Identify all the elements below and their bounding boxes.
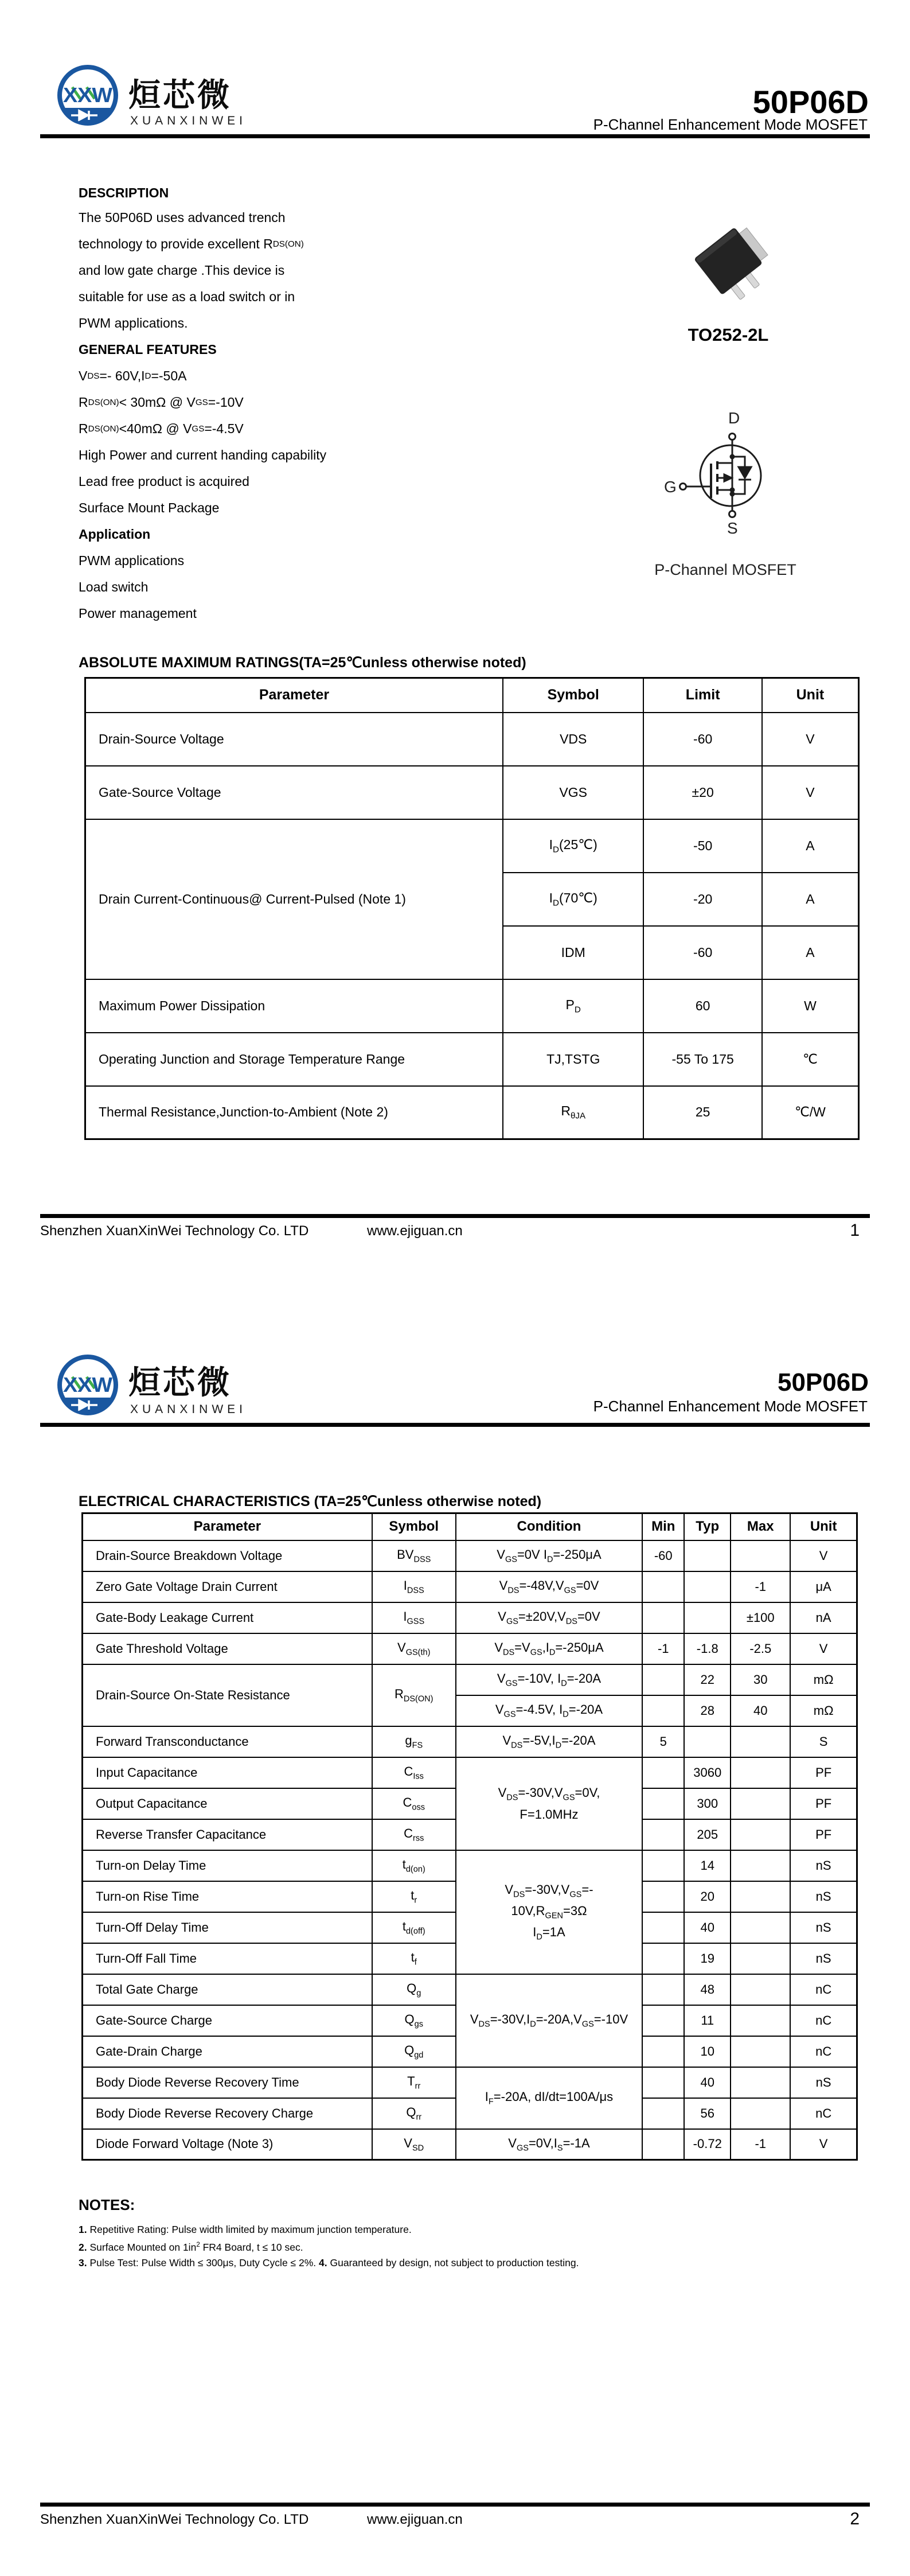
cell: -2.5 bbox=[731, 1633, 790, 1664]
cell: Gate-Body Leakage Current bbox=[83, 1602, 372, 1633]
note-number: 4. bbox=[319, 2256, 327, 2268]
cell: 56 bbox=[684, 2098, 731, 2129]
cell: V bbox=[762, 766, 859, 819]
footer-page-number: 1 bbox=[850, 1221, 860, 1240]
table-row bbox=[83, 1633, 857, 1664]
logo-letters: XXW bbox=[63, 1373, 113, 1396]
cell: nS bbox=[790, 1912, 857, 1943]
cell: Output Capacitance bbox=[83, 1788, 372, 1819]
page-1 bbox=[0, 0, 910, 1285]
cell: 20 bbox=[684, 1881, 731, 1912]
cell: 14 bbox=[684, 1850, 731, 1881]
mosfet-symbol bbox=[648, 397, 809, 538]
cell: $V_{GS}=-10V$, $I_D=-20A$ bbox=[456, 1664, 643, 1695]
cell: $V_{GS}=-4.5V$, $I_D=-20A$ bbox=[456, 1695, 643, 1726]
description-line: and low gate charge .This device is bbox=[79, 262, 285, 278]
cell: $I_D(70℃)$ bbox=[503, 873, 644, 926]
cell: nC bbox=[790, 2098, 857, 2129]
description-line: PWM applications. bbox=[79, 315, 188, 330]
cell: -60 bbox=[642, 1540, 684, 1571]
cell: Input Capacitance bbox=[83, 1757, 372, 1788]
cell: VDS bbox=[503, 713, 644, 766]
pin-label-s: S bbox=[727, 519, 738, 537]
cell: $C_{rss}$ bbox=[372, 1819, 456, 1850]
cell: -1 bbox=[731, 2129, 790, 2160]
cell bbox=[642, 1819, 684, 1850]
footer-company: Shenzhen XuanXinWei Technology Co. LTD bbox=[40, 2512, 309, 2527]
cell: Turn-on Delay Time bbox=[83, 1850, 372, 1881]
cell: $I_D(25℃)$ bbox=[503, 819, 644, 873]
table-row bbox=[85, 1033, 859, 1086]
cell: Maximum Power Dissipation bbox=[85, 979, 503, 1033]
cell: Drain-Source On-State Resistance bbox=[83, 1664, 372, 1726]
application-title: Application bbox=[79, 526, 151, 542]
part-subtitle: P-Channel Enhancement Mode MOSFET bbox=[593, 1398, 868, 1415]
cell: -60 bbox=[643, 926, 761, 979]
table-row bbox=[83, 1974, 857, 2005]
package-photo-graphic bbox=[687, 225, 779, 305]
cell: 60 bbox=[643, 979, 761, 1033]
cell: $t_{d(off)}$ bbox=[372, 1912, 456, 1943]
mosfet-schematic bbox=[648, 397, 809, 540]
footer-rule bbox=[40, 2503, 870, 2507]
note-number: 3. bbox=[79, 2256, 87, 2268]
cell: 5 bbox=[642, 1726, 684, 1757]
cell: Zero Gate Voltage Drain Current bbox=[83, 1571, 372, 1602]
cell: $t_{d(on)}$ bbox=[372, 1850, 456, 1881]
feature-line: High Power and current handing capability bbox=[79, 447, 327, 462]
table-row bbox=[83, 1726, 857, 1757]
cell: Body Diode Reverse Recovery Charge bbox=[83, 2098, 372, 2129]
cell: -1 bbox=[731, 1571, 790, 1602]
cell bbox=[642, 1788, 684, 1819]
cell: 25 bbox=[643, 1086, 761, 1139]
note-number: 1. bbox=[79, 2224, 87, 2235]
cell bbox=[642, 1912, 684, 1943]
col-header: Symbol bbox=[503, 678, 644, 713]
cell: $R_{\theta JA}$ bbox=[503, 1086, 644, 1139]
cell: 300 bbox=[684, 1788, 731, 1819]
cell: V bbox=[762, 713, 859, 766]
cell bbox=[731, 2005, 790, 2036]
cell bbox=[731, 1819, 790, 1850]
brand-logo-graphic bbox=[55, 63, 120, 130]
brand-name-en: XUANXINWEI bbox=[130, 1403, 247, 1416]
cell: TJ,TSTG bbox=[503, 1033, 644, 1086]
table-header-row bbox=[83, 1513, 857, 1540]
table-header-row bbox=[85, 678, 859, 713]
cell: Turn-Off Delay Time bbox=[83, 1912, 372, 1943]
application-line: Load switch bbox=[79, 579, 149, 594]
col-header: Limit bbox=[643, 678, 761, 713]
brand-name-en: XUANXINWEI bbox=[130, 114, 247, 127]
cell: -60 bbox=[643, 713, 761, 766]
cell: Turn-Off Fall Time bbox=[83, 1943, 372, 1974]
table-row bbox=[85, 1086, 859, 1139]
brand-name-cn: 烜芯微 bbox=[128, 1364, 232, 1400]
cell: $V_{DS}=-30V,I_D=-20A,V_{GS}=-10V$ bbox=[456, 1974, 643, 2067]
note-text: Surface Mounted on $1in^2$ FR4 Board, t ≤ 10 sec. bbox=[89, 2241, 303, 2253]
cell: -1.8 bbox=[684, 1633, 731, 1664]
cell: -55 To 175 bbox=[643, 1033, 761, 1086]
page-2 bbox=[0, 1320, 910, 2576]
cell: $I_F=-20A$, dI/dt=100A/μs bbox=[456, 2067, 643, 2129]
table-row bbox=[83, 1540, 857, 1571]
body-diode bbox=[732, 457, 751, 494]
cell bbox=[731, 1974, 790, 2005]
cell: V bbox=[790, 1540, 857, 1571]
note-number: 2. bbox=[79, 2241, 87, 2253]
cell: $C_{Iss}$ bbox=[372, 1757, 456, 1788]
cell: -20 bbox=[643, 873, 761, 926]
general-features-title: GENERAL FEATURES bbox=[79, 341, 217, 357]
description-line: suitable for use as a load switch or in bbox=[79, 289, 295, 304]
cell: A bbox=[762, 873, 859, 926]
cell: $V_{SD}$ bbox=[372, 2129, 456, 2160]
notes-title: NOTES: bbox=[79, 2196, 135, 2213]
note bbox=[79, 2222, 579, 2238]
col-header: Typ bbox=[684, 1513, 731, 1540]
brand-logo bbox=[55, 1353, 120, 1422]
cell: nC bbox=[790, 2036, 857, 2067]
table-row bbox=[83, 1664, 857, 1695]
cell: Total Gate Charge bbox=[83, 1974, 372, 2005]
note-text: Guaranteed by design, not subject to production testing. bbox=[330, 2256, 579, 2268]
cell: V bbox=[790, 1633, 857, 1664]
cell: 205 bbox=[684, 1819, 731, 1850]
table-row bbox=[83, 1602, 857, 1633]
cell: μA bbox=[790, 1571, 857, 1602]
cell: $t_f$ bbox=[372, 1943, 456, 1974]
cell bbox=[731, 1757, 790, 1788]
footer-website: www.ejiguan.cn bbox=[367, 1223, 463, 1239]
table-row bbox=[83, 2067, 857, 2098]
cell bbox=[642, 1602, 684, 1633]
part-number: 50P06D bbox=[752, 84, 869, 120]
cell: V bbox=[790, 2129, 857, 2160]
substrate-arrow bbox=[724, 474, 732, 481]
cell: Gate-Source Voltage bbox=[85, 766, 503, 819]
cell: Drain Current-Continuous@ Current-Pulsed (Note 1) bbox=[85, 819, 503, 979]
cell: $V_{DS}=-5V,I_D=-20A$ bbox=[456, 1726, 643, 1757]
note bbox=[79, 2238, 579, 2255]
cell: 28 bbox=[684, 1695, 731, 1726]
cell: $V_{DS}=V_{GS},I_D=-250\mu A$ bbox=[456, 1633, 643, 1664]
cell: 19 bbox=[684, 1943, 731, 1974]
cell: $BV_{DSS}$ bbox=[372, 1540, 456, 1571]
part-number: 50P06D bbox=[777, 1368, 869, 1396]
cell: 40 bbox=[684, 1912, 731, 1943]
cell: 30 bbox=[731, 1664, 790, 1695]
cell: $V_{DS}=-30V,V_{GS}=0V$, F=1.0MHz bbox=[456, 1757, 643, 1850]
cell: Forward Transconductance bbox=[83, 1726, 372, 1757]
cell bbox=[731, 1540, 790, 1571]
cell: Drain-Source Breakdown Voltage bbox=[83, 1540, 372, 1571]
feature-line: R DS(ON) <40mΩ @ V GS =-4.5V bbox=[79, 421, 244, 436]
table-row bbox=[85, 979, 859, 1033]
cell bbox=[731, 1850, 790, 1881]
cell: nA bbox=[790, 1602, 857, 1633]
footer-company: Shenzhen XuanXinWei Technology Co. LTD bbox=[40, 1223, 309, 1239]
cell: $Q_{rr}$ bbox=[372, 2098, 456, 2129]
cell: mΩ bbox=[790, 1664, 857, 1695]
cell: Diode Forward Voltage (Note 3) bbox=[83, 2129, 372, 2160]
cell bbox=[731, 1912, 790, 1943]
cell bbox=[731, 1788, 790, 1819]
cell: $V_{GS}=0V$ $I_D=-250\mu A$ bbox=[456, 1540, 643, 1571]
cell bbox=[642, 1850, 684, 1881]
cell: Drain-Source Voltage bbox=[85, 713, 503, 766]
description-line: technology to provide excellent R DS(ON) bbox=[79, 236, 304, 251]
cell: $V_{DS}=-30V,V_{GS}=-$ $10V,R_{GEN}=3\Omega$ $I_D=1A$ bbox=[456, 1850, 643, 1974]
abs-max-title: ABSOLUTE MAXIMUM RATINGS(TA=25℃unless otherwise noted) bbox=[79, 655, 526, 671]
cell: $V_{GS}=0V,I_S=-1A$ bbox=[456, 2129, 643, 2160]
cell: PF bbox=[790, 1819, 857, 1850]
symbol-circle bbox=[700, 445, 761, 506]
cell: 40 bbox=[684, 2067, 731, 2098]
cell: $V_{GS(th)}$ bbox=[372, 1633, 456, 1664]
col-header: Parameter bbox=[85, 678, 503, 713]
cell: mΩ bbox=[790, 1695, 857, 1726]
cell: 10 bbox=[684, 2036, 731, 2067]
cell bbox=[642, 1695, 684, 1726]
cell: $Q_g$ bbox=[372, 1974, 456, 2005]
cell: nS bbox=[790, 1881, 857, 1912]
description-line: The 50P06D uses advanced trench bbox=[79, 209, 286, 225]
footer-rule bbox=[40, 1214, 870, 1218]
feature-line: V DS =- 60V,I D =-50A bbox=[79, 368, 187, 383]
cell: PF bbox=[790, 1757, 857, 1788]
feature-line: Lead free product is acquired bbox=[79, 473, 249, 489]
feature-line: Surface Mount Package bbox=[79, 500, 220, 515]
cell: $Q_{gs}$ bbox=[372, 2005, 456, 2036]
cell bbox=[731, 2067, 790, 2098]
cell: 22 bbox=[684, 1664, 731, 1695]
cell: $V_{GS}=\pm 20V,V_{DS}=0V$ bbox=[456, 1602, 643, 1633]
description-title: DESCRIPTION bbox=[79, 185, 169, 200]
col-header: Max bbox=[731, 1513, 790, 1540]
table-row bbox=[85, 713, 859, 766]
cell bbox=[684, 1571, 731, 1602]
cell bbox=[684, 1602, 731, 1633]
description-section bbox=[79, 181, 468, 627]
cell: ±20 bbox=[643, 766, 761, 819]
cell: 3060 bbox=[684, 1757, 731, 1788]
col-header: Unit bbox=[762, 678, 859, 713]
note-text: Pulse Test: Pulse Width ≤ 300μs, Duty Cycle ≤ 2%. bbox=[89, 2256, 317, 2268]
cell: ℃ bbox=[762, 1033, 859, 1086]
cell bbox=[642, 1664, 684, 1695]
col-header: Min bbox=[642, 1513, 684, 1540]
cell: Thermal Resistance,Junction-to-Ambient (Note 2) bbox=[85, 1086, 503, 1139]
cell: nC bbox=[790, 1974, 857, 2005]
cell: nC bbox=[790, 2005, 857, 2036]
cell: ℃/W bbox=[762, 1086, 859, 1139]
cell: PF bbox=[790, 1788, 857, 1819]
footer-website: www.ejiguan.cn bbox=[367, 2512, 463, 2527]
cell: A bbox=[762, 926, 859, 979]
cell: $C_{oss}$ bbox=[372, 1788, 456, 1819]
cell: W bbox=[762, 979, 859, 1033]
cell: $t_r$ bbox=[372, 1881, 456, 1912]
note bbox=[79, 2255, 579, 2271]
cell: Operating Junction and Storage Temperature Range bbox=[85, 1033, 503, 1086]
table-row bbox=[83, 1571, 857, 1602]
package-photo bbox=[687, 225, 779, 308]
cell bbox=[642, 2067, 684, 2098]
cell: 40 bbox=[731, 1695, 790, 1726]
cell: $T_{rr}$ bbox=[372, 2067, 456, 2098]
cell bbox=[731, 1726, 790, 1757]
col-header: Condition bbox=[456, 1513, 643, 1540]
cell: nS bbox=[790, 1943, 857, 1974]
cell: $g_{FS}$ bbox=[372, 1726, 456, 1757]
ec-table bbox=[81, 1512, 858, 2161]
feature-line: R DS(ON) < 30mΩ @ V GS =-10V bbox=[79, 394, 244, 410]
cell: 48 bbox=[684, 1974, 731, 2005]
cell bbox=[731, 1881, 790, 1912]
table-row bbox=[83, 1757, 857, 1788]
abs-max-table bbox=[84, 677, 860, 1140]
cell bbox=[642, 2036, 684, 2067]
note-text: Repetitive Rating: Pulse width limited by maximum junction temperature. bbox=[89, 2224, 412, 2235]
ec-title: ELECTRICAL CHARACTERISTICS (TA=25℃unless otherwise noted) bbox=[79, 1493, 542, 1509]
pin-label-d: D bbox=[728, 409, 740, 427]
cell: IDM bbox=[503, 926, 644, 979]
application-line: PWM applications bbox=[79, 552, 185, 568]
cell: -1 bbox=[642, 1633, 684, 1664]
cell bbox=[642, 2005, 684, 2036]
col-header: Symbol bbox=[372, 1513, 456, 1540]
cell: Reverse Transfer Capacitance bbox=[83, 1819, 372, 1850]
cell bbox=[642, 1881, 684, 1912]
cell bbox=[642, 1943, 684, 1974]
brand-logo-graphic bbox=[55, 1353, 120, 1419]
cell bbox=[642, 1757, 684, 1788]
notes bbox=[79, 2196, 579, 2271]
cell bbox=[642, 2129, 684, 2160]
cell: Gate Threshold Voltage bbox=[83, 1633, 372, 1664]
cell: $I_{GSS}$ bbox=[372, 1602, 456, 1633]
cell bbox=[684, 1540, 731, 1571]
application-line: Power management bbox=[79, 605, 197, 621]
schematic-caption: P-Channel MOSFET bbox=[654, 561, 796, 578]
cell: $Q_{gd}$ bbox=[372, 2036, 456, 2067]
table-row bbox=[83, 1850, 857, 1881]
cell: ±100 bbox=[731, 1602, 790, 1633]
cell bbox=[642, 1571, 684, 1602]
brand-logo bbox=[55, 63, 120, 133]
brand-name-cn: 烜芯微 bbox=[128, 77, 232, 113]
cell: $V_{DS}=-48V,V_{GS}=0V$ bbox=[456, 1571, 643, 1602]
cell bbox=[684, 1726, 731, 1757]
cell: -50 bbox=[643, 819, 761, 873]
cell: A bbox=[762, 819, 859, 873]
cell: nS bbox=[790, 2067, 857, 2098]
cell: $P_D$ bbox=[503, 979, 644, 1033]
cell: -0.72 bbox=[684, 2129, 731, 2160]
cell: $R_{DS(ON)}$ bbox=[372, 1664, 456, 1726]
cell: 11 bbox=[684, 2005, 731, 2036]
cell: Gate-Source Charge bbox=[83, 2005, 372, 2036]
cell: nS bbox=[790, 1850, 857, 1881]
cell: Gate-Drain Charge bbox=[83, 2036, 372, 2067]
cell: S bbox=[790, 1726, 857, 1757]
cell: $I_{DSS}$ bbox=[372, 1571, 456, 1602]
footer-page-number: 2 bbox=[850, 2509, 860, 2528]
cell bbox=[731, 1943, 790, 1974]
part-subtitle: P-Channel Enhancement Mode MOSFET bbox=[593, 116, 868, 133]
cell bbox=[642, 2098, 684, 2129]
cell: Body Diode Reverse Recovery Time bbox=[83, 2067, 372, 2098]
cell bbox=[731, 2036, 790, 2067]
cell bbox=[731, 2098, 790, 2129]
table-row bbox=[85, 766, 859, 819]
cell: Turn-on Rise Time bbox=[83, 1881, 372, 1912]
logo-letters: XXW bbox=[63, 83, 113, 107]
pin-label-g: G bbox=[664, 478, 677, 496]
header-rule bbox=[40, 1423, 870, 1427]
header-rule bbox=[40, 134, 870, 138]
package-name: TO252-2L bbox=[688, 325, 769, 345]
cell bbox=[642, 1974, 684, 2005]
col-header: Parameter bbox=[83, 1513, 372, 1540]
col-header: Unit bbox=[790, 1513, 857, 1540]
table-row bbox=[83, 2129, 857, 2160]
cell: VGS bbox=[503, 766, 644, 819]
table-row bbox=[85, 819, 859, 873]
